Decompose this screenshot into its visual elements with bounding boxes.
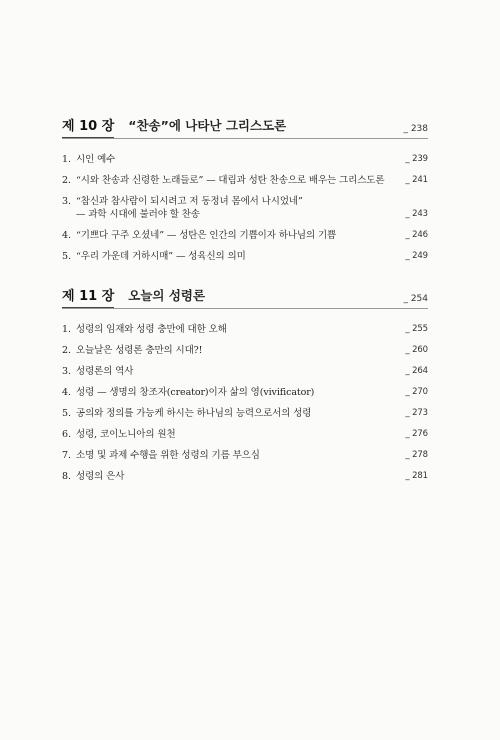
chapter-divider (62, 138, 428, 139)
entry-title: “기쁘다 구주 오셨네” — 성탄은 인간의 기쁨이자 하나님의 기쁨 (76, 230, 337, 241)
entry-page-number: _ 243 (405, 209, 428, 219)
entry-title: 성령, 코이노니아의 원천 (76, 429, 176, 440)
toc-entry[interactable] (62, 470, 428, 483)
entry-page-number: _ 255 (405, 324, 428, 334)
entry-number: 2. (62, 175, 71, 186)
entry-title: “참신과 참사람이 되시려고 저 동정녀 몸에서 나시었네” (76, 196, 303, 207)
entry-title: 시인 예수 (76, 154, 116, 165)
entry-number: 6. (62, 429, 71, 440)
entry-number: 3. (62, 196, 71, 207)
entry-page-number: _ 270 (405, 387, 428, 397)
chapter-heading (62, 286, 428, 308)
chapter-number: 제 10 장 (62, 115, 114, 138)
toc-entry[interactable] (62, 365, 428, 378)
toc-entry[interactable] (62, 407, 428, 420)
entry-number: 3. (62, 366, 71, 377)
toc-entry[interactable] (62, 229, 428, 242)
toc-entry[interactable] (62, 153, 428, 166)
entry-number: 7. (62, 450, 71, 461)
toc-entry[interactable] (62, 344, 428, 357)
entry-number: 1. (62, 324, 71, 335)
entry-page-number: _ 260 (405, 345, 428, 355)
entry-number: 5. (62, 408, 71, 419)
chapter-title: “찬송”에 나타난 그리스도론 (128, 118, 287, 133)
entry-title: 공의와 정의를 가능케 하시는 하나님의 능력으로서의 성령 (76, 408, 312, 419)
entry-title: 소명 및 과제 수행을 위한 성령의 기름 부으심 (76, 450, 260, 461)
chapter-10 (62, 116, 428, 271)
toc-entry[interactable] (62, 250, 428, 263)
chapter-title: 오늘의 성령론 (128, 288, 206, 303)
entry-number: 2. (62, 345, 71, 356)
entry-number: 4. (62, 230, 71, 241)
entry-title: 성령의 은사 (76, 471, 125, 482)
entry-page-number: _ 273 (405, 408, 428, 418)
entry-number: 4. (62, 387, 71, 398)
entry-page-number: _ 249 (405, 251, 428, 261)
chapter-number: 제 11 장 (62, 285, 114, 308)
entry-title: 오늘날은 성령론 충만의 시대?! (76, 345, 203, 356)
entry-page-number: _ 276 (405, 429, 428, 439)
entry-title: 성령의 임재와 성령 충만에 대한 오해 (76, 324, 227, 335)
chapter-heading (62, 116, 428, 138)
entry-page-number: _ 264 (405, 366, 428, 376)
entry-title: “우리 가운데 거하시매” — 성육신의 의미 (76, 251, 246, 262)
entry-page-number: _ 239 (405, 154, 428, 164)
chapter-divider (62, 308, 428, 309)
chapter-page-number: _ 254 (403, 294, 428, 304)
entry-page-number: _ 241 (405, 175, 428, 185)
entry-page-number: _ 246 (405, 230, 428, 240)
toc-entry[interactable] (62, 428, 428, 441)
toc-entry[interactable] (62, 174, 428, 187)
entry-title: 성령 — 생명의 창조자(creator)이자 삶의 영(vivificator) (76, 387, 315, 398)
entry-page-number: _ 281 (405, 471, 428, 481)
entry-number: 8. (62, 471, 71, 482)
entry-subtitle: — 과학 시대에 불러야 할 찬송 (76, 209, 200, 220)
toc-entry[interactable] (62, 386, 428, 399)
entry-page-number: _ 278 (405, 450, 428, 460)
toc-entry[interactable] (62, 323, 428, 336)
entry-number: 5. (62, 251, 71, 262)
entry-title: 성령론의 역사 (76, 366, 134, 377)
toc-entry[interactable] (62, 195, 428, 221)
toc-entry[interactable] (62, 449, 428, 462)
chapter-page-number: _ 238 (403, 124, 428, 134)
chapter-11 (62, 286, 428, 491)
entry-number: 1. (62, 154, 71, 165)
entry-title: “시와 찬송과 신령한 노래들로” — 대림과 성탄 찬송으로 배우는 그리스도론 (76, 175, 385, 186)
